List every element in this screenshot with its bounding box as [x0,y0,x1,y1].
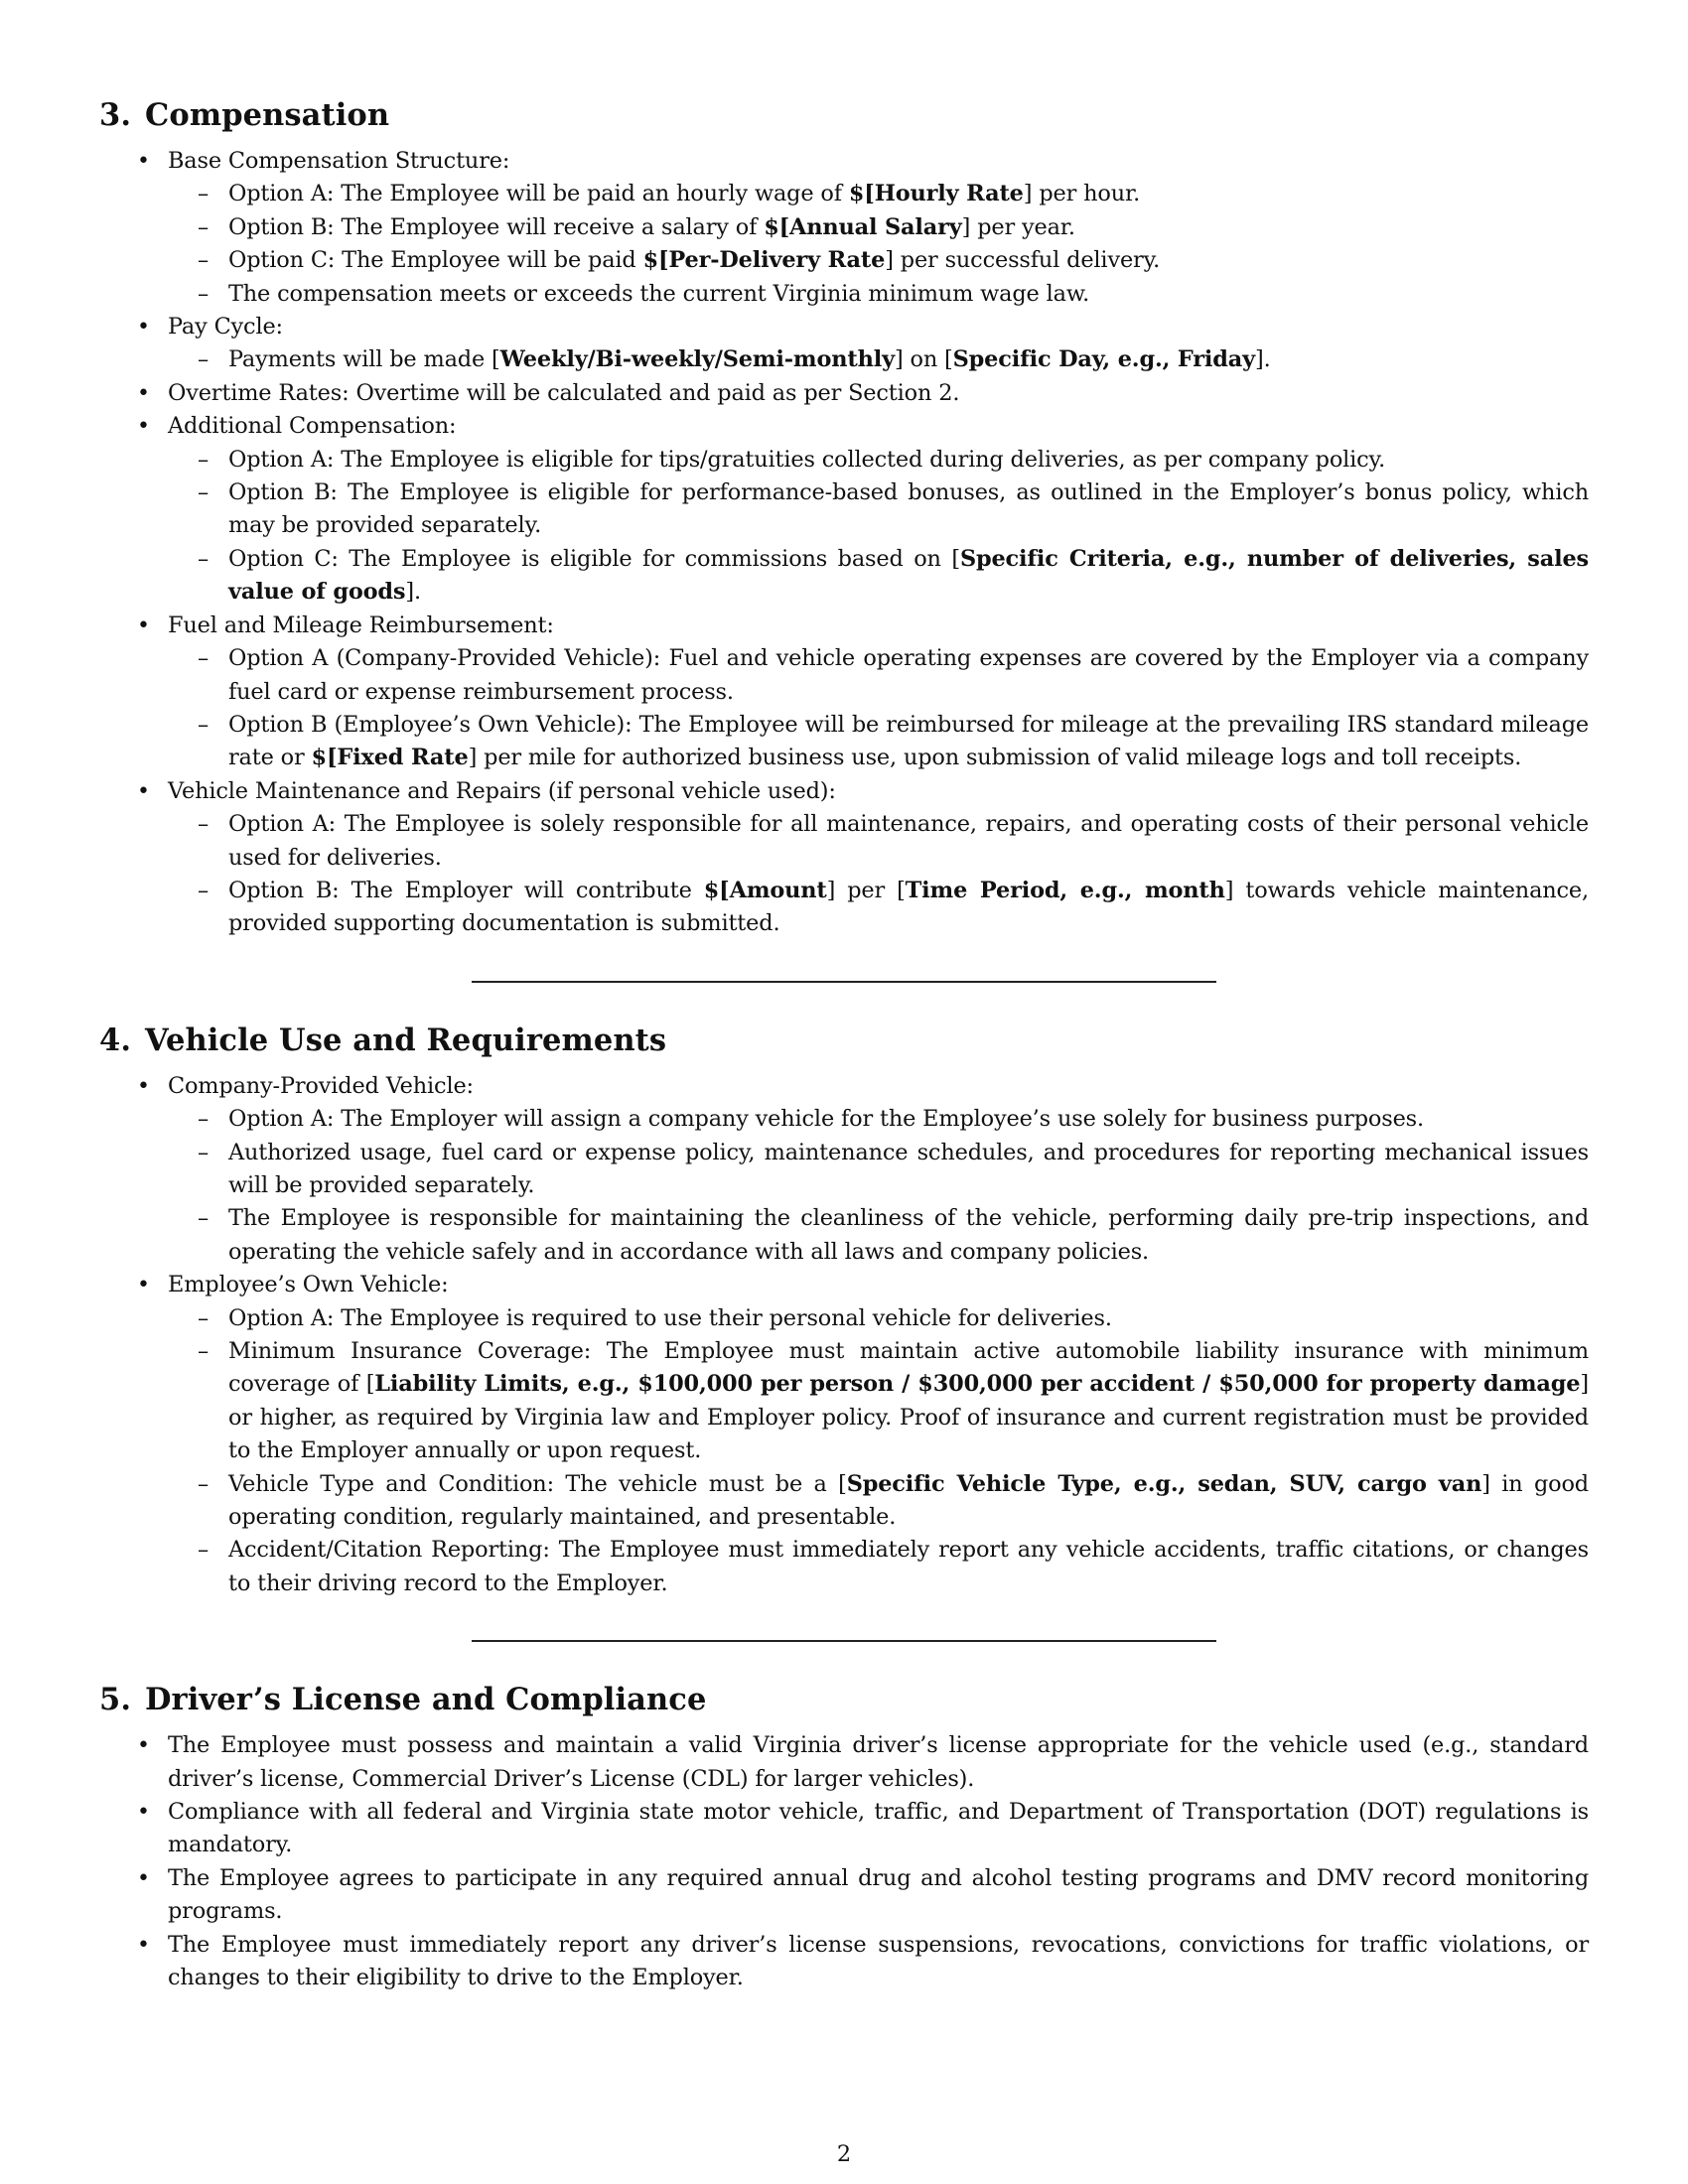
section-number: 5. [99,1682,132,1718]
text: Authorized usage, fuel card or expense policy, maintenance schedules, and procedures for reporting mechanical issues will be provided separately. [228,1139,1589,1198]
text: ] per year. [961,213,1075,240]
text: ] or higher, as required by Virginia law and Employer policy. Proof of insurance and current registration must be provided to the Employer annually or upon request. [228,1371,1589,1464]
text: ] per successful delivery. [885,247,1161,274]
text: ] on [ [894,346,953,373]
sub-item [168,808,1589,875]
sub-list [168,178,1589,311]
section-heading [99,1021,1589,1060]
placeholder-field: $[Annual Salary [764,213,962,240]
placeholder-field: Specific Vehicle Type, e.g., sedan, SUV, cargo van [846,1470,1482,1497]
sub-item [168,211,1589,244]
sub-item [168,1534,1589,1600]
text: ] towards vehicle maintenance, provided supporting documentation is submitted. [228,877,1589,937]
list-item [99,145,1589,311]
text: The compensation meets or exceeds the current Virginia minimum wage law. [228,280,1090,307]
sub-item [168,543,1589,610]
sub-item [168,642,1589,709]
item-label: Vehicle Maintenance and Repairs (if personal vehicle used): [168,777,836,804]
section-divider [472,981,1216,983]
sub-list [168,444,1589,610]
sub-list [168,1103,1589,1269]
sub-item [168,278,1589,311]
item-label: Pay Cycle: [168,314,283,341]
text: ] in good operating condition, regularly maintained, and presentable. [228,1470,1589,1531]
item-text: Compliance with all federal and Virginia state motor vehicle, traffic, and Department of Transportation (DOT) regulations is mandatory. [168,1799,1589,1858]
placeholder-field: Liability Limits, e.g., $100,000 per person / $300,000 per accident / $50,000 for property damage [374,1371,1581,1398]
page-content [99,95,1589,1995]
sub-item [168,709,1589,775]
item-text: The Employee must immediately report any driver’s license suspensions, revocations, convictions for traffic violations, or changes to their eligibility to drive to the Employer. [168,1931,1589,1991]
sub-item [168,178,1589,210]
text: Option B (Employee’s Own Vehicle): The Employee will be reimbursed for mileage at the prevailing IRS standard mileage rate or [228,711,1589,771]
item-text: The Employee agrees to participate in any required annual drug and alcohol testing programs and DMV record monitoring programs. [168,1864,1589,1925]
sub-item [168,1103,1589,1136]
sub-item [168,1302,1589,1335]
list-item [99,610,1589,775]
sub-item [168,244,1589,277]
list-item [99,1862,1589,1929]
placeholder-field: $[Fixed Rate [311,745,469,771]
sub-item [168,1335,1589,1468]
text: ] per mile for authorized business use, upon submission of valid mileage logs and toll receipts. [468,745,1522,771]
text: ]. [1254,346,1271,373]
text: Option A: The Employee is eligible for tips/gratuities collected during deliveries, as per company policy. [228,446,1386,473]
sub-list [168,808,1589,941]
section-drivers-license [99,1680,1589,1994]
text: Payments will be made [ [228,346,500,373]
item-label: Fuel and Mileage Reimbursement: [168,612,554,638]
list-item [99,1729,1589,1796]
list-item [99,410,1589,609]
item-text: The Employee must possess and maintain a valid Virginia driver’s license appropriate for the vehicle used (e.g., standard driver’s license, Commercial Driver’s License (CDL) for larger vehicles). [168,1732,1589,1792]
list-item [99,377,1589,410]
bullet-list [99,1729,1589,1994]
text: Option A: The Employee is required to use their personal vehicle for deliveries. [228,1304,1112,1331]
list-item [99,1796,1589,1862]
list-item [99,311,1589,377]
item-label: Base Compensation Structure: [168,148,510,174]
text: Vehicle Type and Condition: The vehicle must be a [ [228,1470,847,1497]
sub-item [168,1137,1589,1203]
sub-item [168,1468,1589,1535]
placeholder-field: Specific Day, e.g., Friday [952,346,1255,373]
text: The Employee is responsible for maintaining the cleanliness of the vehicle, performing daily pre-trip inspections, and operating the vehicle safely and in accordance with all laws and company policies. [228,1205,1589,1265]
sub-item [168,343,1589,376]
text: ] per hour. [1023,181,1141,207]
text: Option A: The Employee will be paid an hourly wage of [228,181,849,207]
section-title: Compensation [145,97,390,133]
text: Option B: The Employee is eligible for performance-based bonuses, as outlined in the Employer’s bonus policy, which may be provided separately. [228,479,1589,539]
text: Option A (Company-Provided Vehicle): Fuel and vehicle operating expenses are covered by the Employer via a company fuel card or expense reimbursement process. [228,645,1589,705]
placeholder-field: Specific Criteria, e.g., number of deliveries, sales value of goods [228,545,1589,606]
text: Option A: The Employer will assign a company vehicle for the Employee’s use solely for business purposes. [228,1106,1424,1133]
sub-item [168,477,1589,543]
item-label: Additional Compensation: [168,413,457,440]
text: Option C: The Employee is eligible for commissions based on [ [228,545,960,572]
section-number: 3. [99,97,132,133]
placeholder-field: $[Hourly Rate [848,181,1024,207]
section-heading [99,95,1589,135]
placeholder-field: $[Per-Delivery Rate [642,247,886,274]
item-label: Employee’s Own Vehicle: [168,1272,449,1298]
text: ] per [ [826,877,906,903]
placeholder-field: Time Period, e.g., month [905,877,1225,903]
bullet-list [99,145,1589,941]
placeholder-field: $[Amount [703,877,827,903]
section-title: Vehicle Use and Requirements [145,1022,667,1058]
section-number: 4. [99,1022,132,1058]
text: Option B: The Employee will receive a salary of [228,213,765,240]
placeholder-field: Weekly/Bi-weekly/Semi-monthly [499,346,895,373]
page-number: 2 [836,2141,852,2167]
text: Minimum Insurance Coverage: The Employee must maintain active automobile liability insurance with minimum coverage of [ [228,1338,1589,1398]
sub-item [168,1202,1589,1269]
list-item [99,1929,1589,1995]
item-label: Overtime Rates: Overtime will be calculated and paid as per Section 2. [168,379,960,406]
text: Option C: The Employee will be paid [228,247,643,274]
list-item [99,775,1589,941]
item-label: Company-Provided Vehicle: [168,1072,474,1099]
sub-list [168,642,1589,775]
list-item [99,1070,1589,1269]
section-heading [99,1680,1589,1719]
section-vehicle-use [99,1021,1589,1601]
text: Option B: The Employer will contribute [228,877,704,903]
text: Accident/Citation Reporting: The Employee must immediately report any vehicle accidents, traffic citations, or changes to their driving record to the Employer. [228,1537,1589,1596]
sub-item [168,875,1589,941]
sub-list [168,343,1589,376]
section-compensation [99,95,1589,941]
sub-item [168,444,1589,477]
section-title: Driver’s License and Compliance [145,1682,707,1718]
section-divider [472,1640,1216,1642]
list-item [99,1269,1589,1600]
text: Option A: The Employee is solely responsible for all maintenance, repairs, and operating costs of their personal vehicle used for deliveries. [228,811,1589,871]
bullet-list [99,1070,1589,1601]
sub-list [168,1302,1589,1601]
text: ]. [405,579,421,606]
